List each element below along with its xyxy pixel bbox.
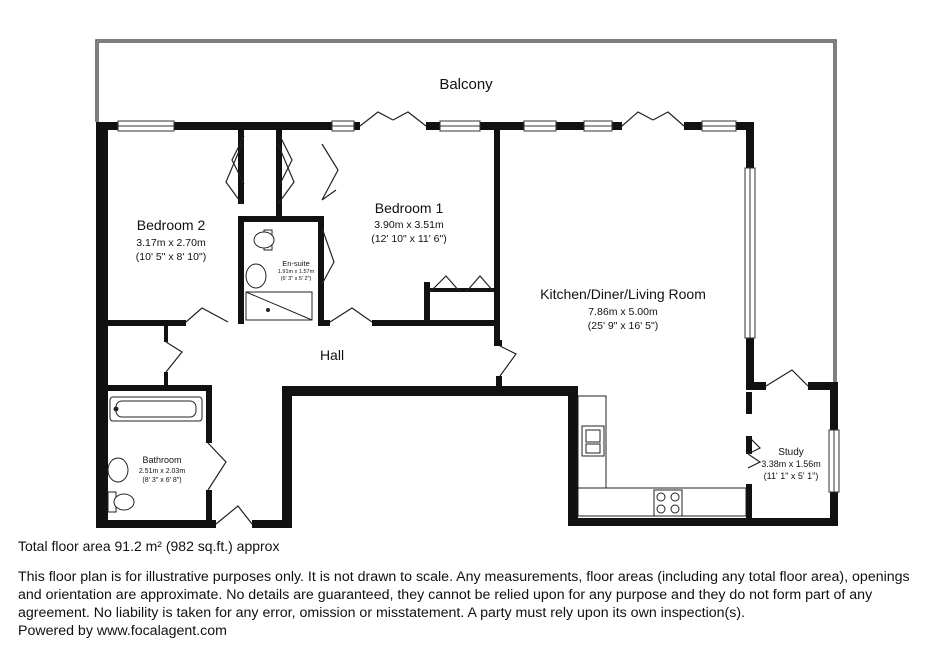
study-imperial: (11' 1" x 5' 1") xyxy=(763,471,819,481)
disclaimer xyxy=(18,568,918,640)
bedroom2-metric: 3.17m x 2.70m xyxy=(136,237,206,249)
hall-label: Hall xyxy=(319,347,345,363)
doors xyxy=(162,136,808,530)
ensuite-label: En-suite xyxy=(282,259,310,268)
bathroom-metric: 2.51m x 2.03m xyxy=(138,468,186,475)
windows xyxy=(118,121,839,492)
powered-by: Powered by www.focalagent.com xyxy=(18,623,227,639)
disclaimer-text: This floor plan is for illustrative purposes only. It is not drawn to scale. Any measurements, floor areas (including any total floor area), openings and orientation are approximate. No details are guaranteed, they cannot be relied upon for any purpose and they do not form part of any agreement. No liability is taken for any error, omission or misstatement. A party must rely upon its own inspection(s). xyxy=(18,569,910,621)
fixtures xyxy=(108,230,746,516)
kitchen-imperial: (25' 9" x 16' 5") xyxy=(587,320,659,332)
bedroom2-imperial: (10' 5" x 8' 10") xyxy=(135,251,207,263)
ensuite-metric: 1.91m x 1.57m xyxy=(277,269,315,275)
study-metric: 3.38m x 1.56m xyxy=(761,459,821,469)
kitchen-metric: 7.86m x 5.00m xyxy=(588,306,658,318)
balcony-label: Balcony xyxy=(439,76,493,93)
window-lines xyxy=(118,126,834,492)
bedroom1-metric: 3.90m x 3.51m xyxy=(374,219,444,231)
bedroom1-label: Bedroom 1 xyxy=(374,200,444,216)
ensuite-imperial: (6' 3" x 5' 2") xyxy=(280,276,312,282)
kitchen-label: Kitchen/Diner/Living Room xyxy=(540,286,706,302)
bathroom-imperial: (8' 3" x 6' 8") xyxy=(142,477,182,484)
bathroom-label: Bathroom xyxy=(142,455,182,465)
bedroom2-label: Bedroom 2 xyxy=(136,217,206,233)
study-label: Study xyxy=(778,447,804,458)
total-floor-area: Total floor area 91.2 m² (982 sq.ft.) approx xyxy=(18,538,280,554)
bedroom1-imperial: (12' 10" x 11' 6") xyxy=(371,233,447,245)
